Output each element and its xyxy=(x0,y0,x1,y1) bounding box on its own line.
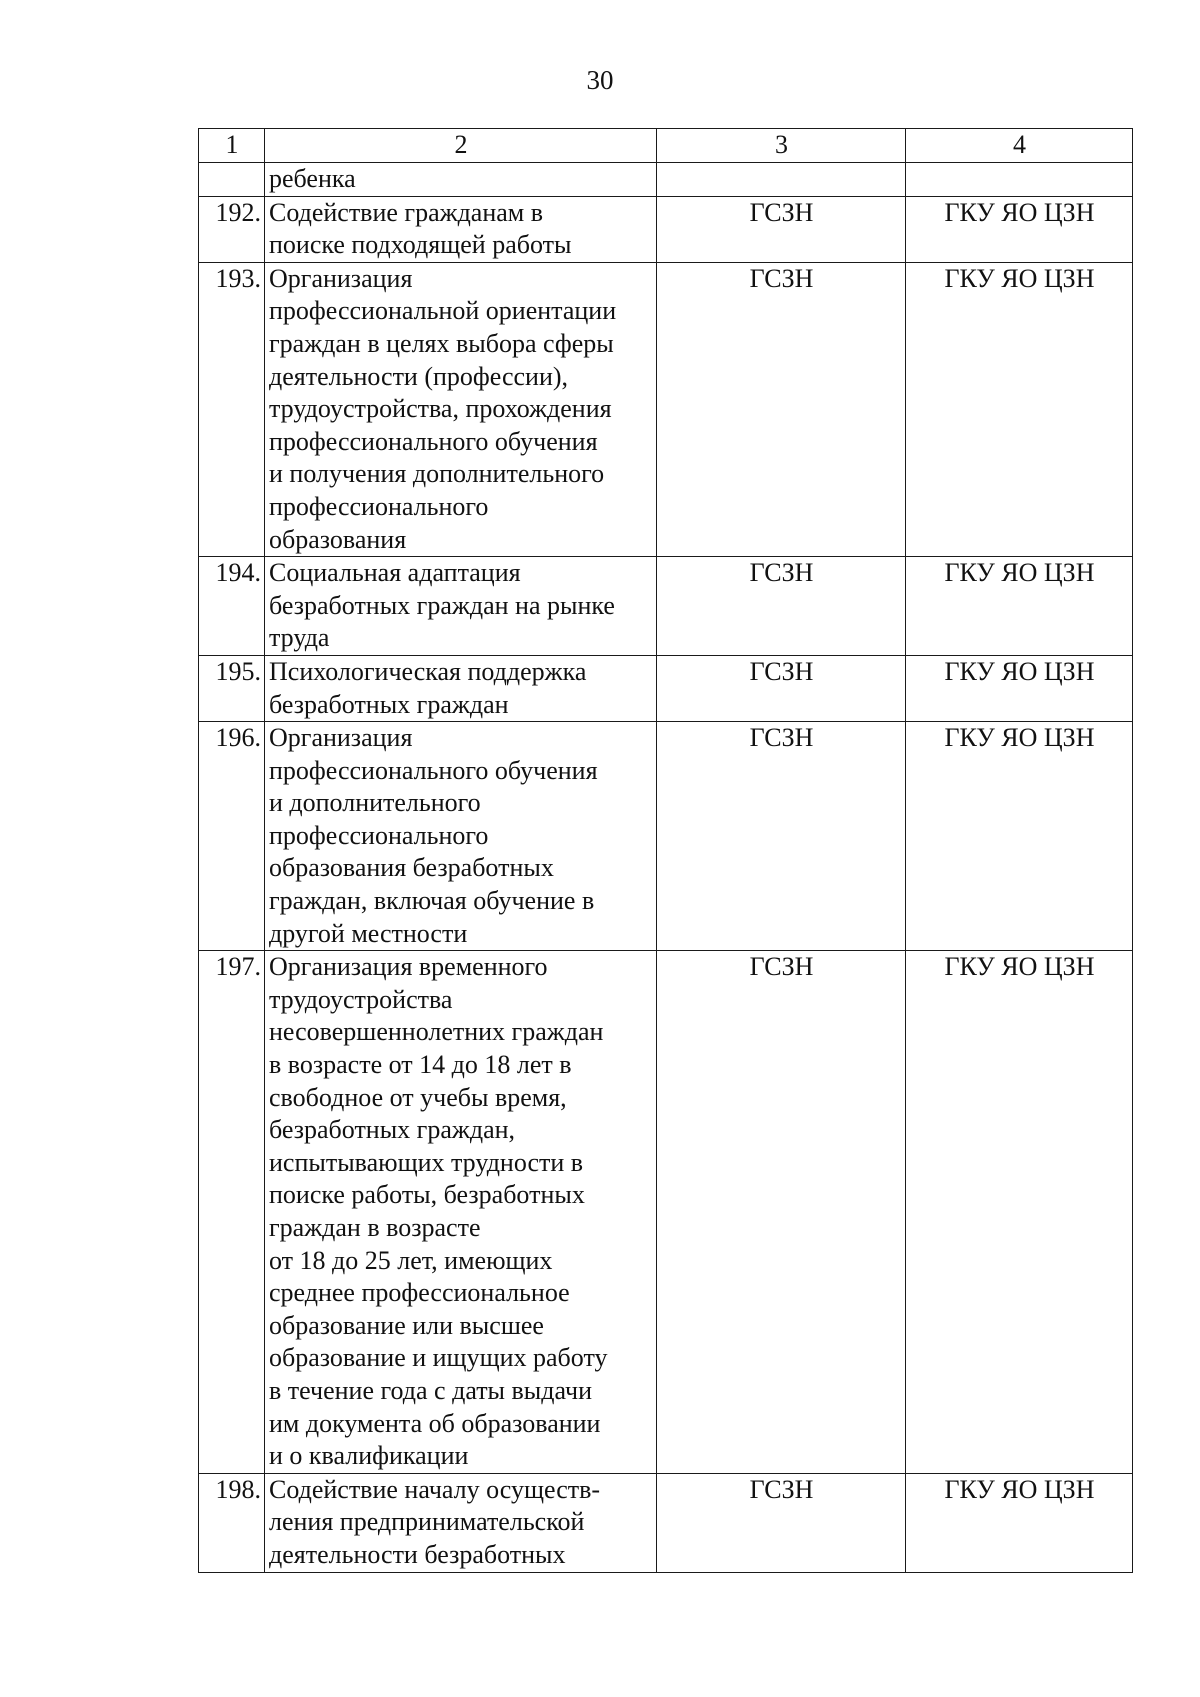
header-col-1: 1 xyxy=(199,129,265,163)
row-number: 198. xyxy=(199,1473,265,1572)
executor: ГСЗН xyxy=(657,196,906,262)
service-name: ребенка xyxy=(265,163,657,197)
service-name: Организация временного трудоустройства несовершеннолетних граждан в возрасте от 14 до 18 лет в свободное от учебы время, безработных граждан, испытывающих трудности в поиске работы, безработных граждан в возрасте от 18 до 25 лет, имеющих среднее профессиональное образование или высшее образование и ищущих работу в течение года с даты выдачи им документа об образовании и о квалификации xyxy=(265,951,657,1474)
organization: ГКУ ЯО ЦЗН xyxy=(906,196,1133,262)
executor xyxy=(657,163,906,197)
table-row xyxy=(199,655,1133,721)
service-name: Содействие началу осуществ- ления предпринимательской деятельности безработных xyxy=(265,1473,657,1572)
row-number: 196. xyxy=(199,722,265,951)
page-number: 30 xyxy=(586,65,614,95)
service-name: Организация профессионального обучения и дополнительного профессионального образования безработных граждан, включая обучение в другой местности xyxy=(265,722,657,951)
row-number: 193. xyxy=(199,262,265,556)
row-number: 194. xyxy=(199,557,265,656)
organization: ГКУ ЯО ЦЗН xyxy=(906,557,1133,656)
organization: ГКУ ЯО ЦЗН xyxy=(906,262,1133,556)
header-col-2: 2 xyxy=(265,129,657,163)
row-number xyxy=(199,163,265,197)
service-name: Социальная адаптация безработных граждан на рынке труда xyxy=(265,557,657,656)
row-number: 197. xyxy=(199,951,265,1474)
table-row xyxy=(199,557,1133,656)
table-row xyxy=(199,1473,1133,1572)
table-row xyxy=(199,262,1133,556)
executor: ГСЗН xyxy=(657,655,906,721)
organization: ГКУ ЯО ЦЗН xyxy=(906,655,1133,721)
service-name: Психологическая поддержка безработных граждан xyxy=(265,655,657,721)
row-number: 192. xyxy=(199,196,265,262)
table-row xyxy=(199,951,1133,1474)
organization: ГКУ ЯО ЦЗН xyxy=(906,722,1133,951)
service-name: Содействие гражданам в поиске подходящей работы xyxy=(265,196,657,262)
table-row xyxy=(199,163,1133,197)
executor: ГСЗН xyxy=(657,951,906,1474)
executor: ГСЗН xyxy=(657,557,906,656)
organization xyxy=(906,163,1133,197)
services-table xyxy=(198,128,1133,1573)
organization: ГКУ ЯО ЦЗН xyxy=(906,951,1133,1474)
header-col-3: 3 xyxy=(657,129,906,163)
table-row xyxy=(199,196,1133,262)
table-header-row xyxy=(199,129,1133,163)
executor: ГСЗН xyxy=(657,262,906,556)
header-col-4: 4 xyxy=(906,129,1133,163)
table-row xyxy=(199,722,1133,951)
executor: ГСЗН xyxy=(657,722,906,951)
organization: ГКУ ЯО ЦЗН xyxy=(906,1473,1133,1572)
service-name: Организация профессиональной ориентации граждан в целях выбора сферы деятельности (профессии), трудоустройства, прохождения профессионального обучения и получения дополнительного профессионального образования xyxy=(265,262,657,556)
row-number: 195. xyxy=(199,655,265,721)
executor: ГСЗН xyxy=(657,1473,906,1572)
